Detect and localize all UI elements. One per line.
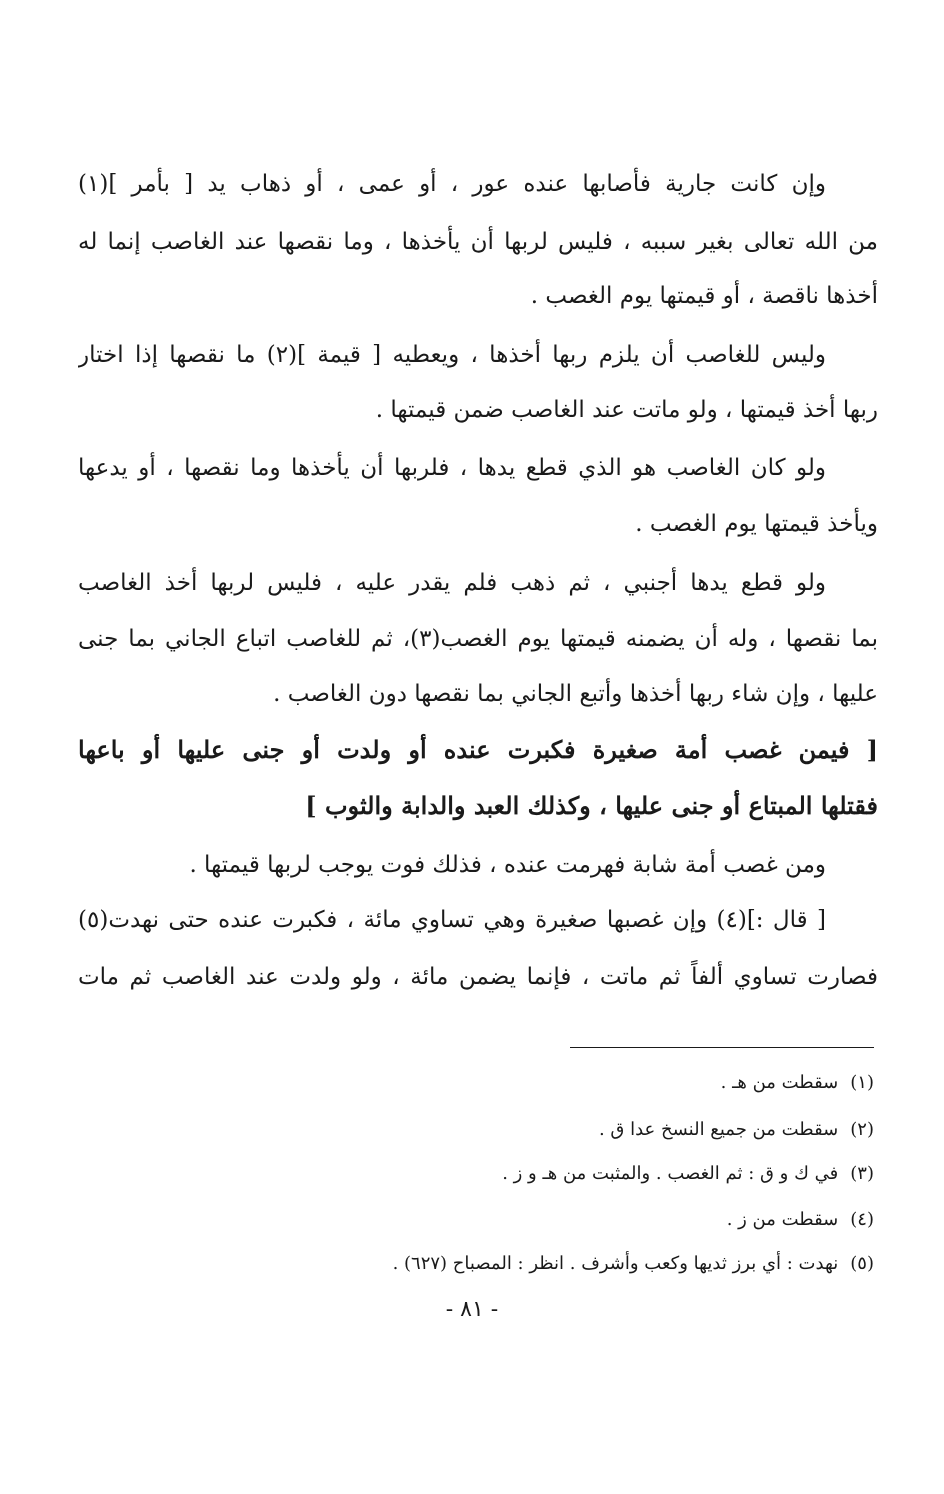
text-line: ولو كان الغاصب هو الذي قطع يدها ، فلربها أن يأخذها وما نقصها ، أو يدعها: [78, 455, 826, 481]
text-line: وإن كانت جارية فأصابها عنده عور ، أو عمى ، أو ذهاب يد [ بأمر ](١): [78, 171, 826, 197]
footnote-text: سقطت من هـ .: [720, 1072, 839, 1093]
footnote-text: سقطت من جميع النسخ عدا ق .: [598, 1119, 839, 1140]
footnote-text: سقطت من ز .: [726, 1209, 839, 1230]
text-line: ومن غصب أمة شابة فهرمت عنده ، فذلك فوت يوجب لربها قيمتها .: [189, 852, 826, 878]
text-line: بما نقصها ، وله أن يضمنه قيمتها يوم الغصب(٣)، ثم للغاصب اتباع الجاني بما جنى: [78, 626, 878, 652]
footnote-divider: [570, 1047, 874, 1048]
text-line: ويأخذ قيمتها يوم الغصب .: [635, 511, 878, 537]
text-line: [ قال :](٤) وإن غصبها صغيرة وهي تساوي مائة ، فكبرت عنده حتى نهدت(٥): [78, 907, 826, 933]
text-line: عليها ، وإن شاء ربها أخذها وأتبع الجاني بما نقصها دون الغاصب .: [273, 681, 878, 707]
text-line: من الله تعالى بغير سببه ، فليس لربها أن يأخذها ، وما نقصها عند الغاصب إنما له: [78, 229, 878, 255]
text-line: وليس للغاصب أن يلزم ربها أخذها ، ويعطيه [ قيمة ](٢) ما نقصها إذا اختار: [78, 342, 826, 368]
section-heading: فقتلها المبتاع أو جنى عليها ، وكذلك العبد والدابة والثوب ]: [305, 791, 878, 820]
footnote-text: نهدت : أي برز ثديها وكعب وأشرف . انظر : المصباح (٦٢٧) .: [392, 1253, 839, 1274]
footnote: [78, 1115, 874, 1145]
text-line: فصارت تساوي ألفاً ثم ماتت ، فإنما يضمن مائة ، ولو ولدت عند الغاصب ثم مات: [78, 964, 878, 990]
footnote: [78, 1159, 874, 1189]
text-line: ربها أخذ قيمتها ، ولو ماتت عند الغاصب ضمن قيمتها .: [375, 397, 878, 423]
footnote-text: في ك و ق : ثم الغصب . والمثبت من هـ و ز .: [502, 1163, 839, 1184]
footnote-number: (١): [850, 1072, 874, 1093]
footnote-number: (٥): [850, 1253, 874, 1274]
footnote-number: (٢): [850, 1119, 874, 1140]
footnote-number: (٣): [850, 1163, 874, 1184]
footnote: [78, 1068, 874, 1098]
page-number: - ٨١ -: [445, 1297, 499, 1322]
footnote: [78, 1205, 874, 1235]
footnote: [78, 1249, 874, 1279]
section-heading: [ فيمن غصب أمة صغيرة فكبرت عنده أو ولدت أو جنى عليها أو باعها: [78, 735, 878, 764]
text-line: ولو قطع يدها أجنبي ، ثم ذهب فلم يقدر عليه ، فليس لربها أخذ الغاصب: [78, 570, 826, 596]
footnote-number: (٤): [850, 1209, 874, 1230]
text-line: أخذها ناقصة ، أو قيمتها يوم الغصب .: [530, 283, 878, 309]
